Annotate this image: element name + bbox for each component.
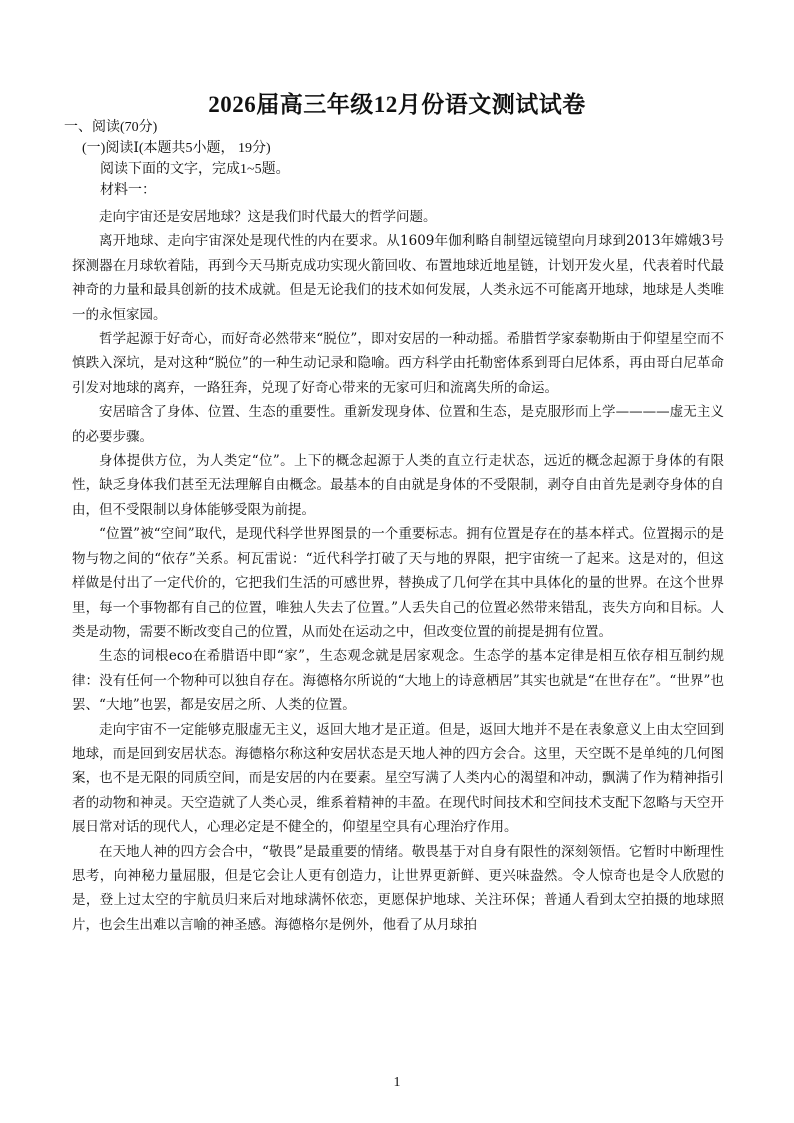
paragraph: 在天地人神的四方会合中，“敬畏”是最重要的情绪。敬畏基于对自身有限性的深刻领悟。它暂时中断理性思考，向神秘力量屈服，但是它会让人更有创造力，让世界更新鲜、更兴味盎然。令人惊奇也是令人欣慰的是，登上过太空的宇航员归来后对地球满怀依恋，更愿保护地球、关注环保；普通人看到太空拍摄的地球照片，也会生出难以言喻的神圣感。海德格尔是例外，他看了从月球拍: [72, 843, 724, 933]
paragraph: 哲学起源于好奇心，而好奇必然带来“脱位”，即对安居的一种动摇。希腊哲学家泰勒斯由于仰望星空而不慎跌入深坑，是对这种“脱位”的一种生动记录和隐喻。西方科学由托勒密体系到哥白尼体系，再由哥白尼革命引发对地球的离弃，一路狂奔，兑现了好奇心带来的无家可归和流离失所的命运。: [72, 331, 724, 396]
sub-heading: (一)阅读Ⅰ(本题共5小题， 19分): [82, 141, 271, 156]
paragraph: 离开地球、走向宇宙深处是现代性的内在要求。从1609年伽利略自制望远镜望向月球到2013年嫦娥3号探测器在月球软着陆，再到今天马斯克成功实现火箭回收、布置地球近地星链，计划开发火星，代表着时代最神奇的力量和最具创新的技术成就。但是无论我们的技术如何发展，人类永远不可能离开地球，地球是人类唯一的永恒家园。: [72, 233, 724, 323]
material-label: 材料一：: [100, 183, 156, 198]
paragraph: “位置”被“空间”取代，是现代科学世界图景的一个重要标志。拥有位置是存在的基本样式。位置揭示的是物与物之间的“依存”关系。柯瓦雷说：“近代科学打破了天与地的界限，把宇宙统一了起来。这是对的，但这样做是付出了一定代价的，它把我们生活的可感世界，替换成了几何学在其中具体化的量的世界。在这个世界里，每一个事物都有自己的位置，唯独人失去了位置。”人丢失自己的位置必然带来错乱，丧失方向和目标。人类是动物，需要不断改变自己的位置，从而处在运动之中，但改变位置的前提是拥有位置。: [72, 526, 724, 640]
passage-body: [72, 205, 724, 937]
paragraph: 走向宇宙还是安居地球？这是我们时代最大的哲学问题。: [99, 209, 437, 225]
section-heading: 一、阅读(70分): [64, 120, 158, 135]
page-number: 1: [393, 1075, 401, 1090]
instruction-text: 阅读下面的文字，完成1~5题。: [100, 162, 290, 177]
paragraph: 生态的词根eco在希腊语中即“家”，生态观念就是居家观念。生态学的基本定律是相互依存相互制约规律：没有任何一个物种可以独自存在。海德格尔所说的“大地上的诗意栖居”其实也就是“在世存在”。“世界”也罢、“大地”也罢，都是安居之所、人类的位置。: [72, 648, 724, 714]
page-title: 2026届高三年级12月份语文测试试卷: [208, 92, 586, 117]
paragraph: 身体提供方位，为人类定“位”。上下的概念起源于人类的直立行走状态，远近的概念起源于身体的有限性，缺乏身体我们甚至无法理解自由概念。最基本的自由就是身体的不受限制，剥夺自由首先是剥夺身体的自由，但不受限制以身体能够受限为前提。: [72, 453, 724, 518]
paragraph: 安居暗含了身体、位置、生态的重要性。重新发现身体、位置和生态，是克服形而上学————虚无主义的必要步骤。: [72, 404, 724, 445]
paragraph: 走向宇宙不一定能够克服虚无主义，返回大地才是正道。但是，返回大地并不是在表象意义上由太空回到地球，而是回到安居状态。海德格尔称这种安居状态是天地人神的四方会合。这里，天空既不是单纯的几何图案，也不是无限的同质空间，而是安居的内在要素。星空写满了人类内心的渴望和冲动，飘满了作为精神指引者的动物和神灵。天空造就了人类心灵，维系着精神的丰盈。在现代时间技术和空间技术支配下忽略与天空开展日常对话的现代人，心理必定是不健全的，仰望星空具有心理治疗作用。: [72, 721, 724, 836]
